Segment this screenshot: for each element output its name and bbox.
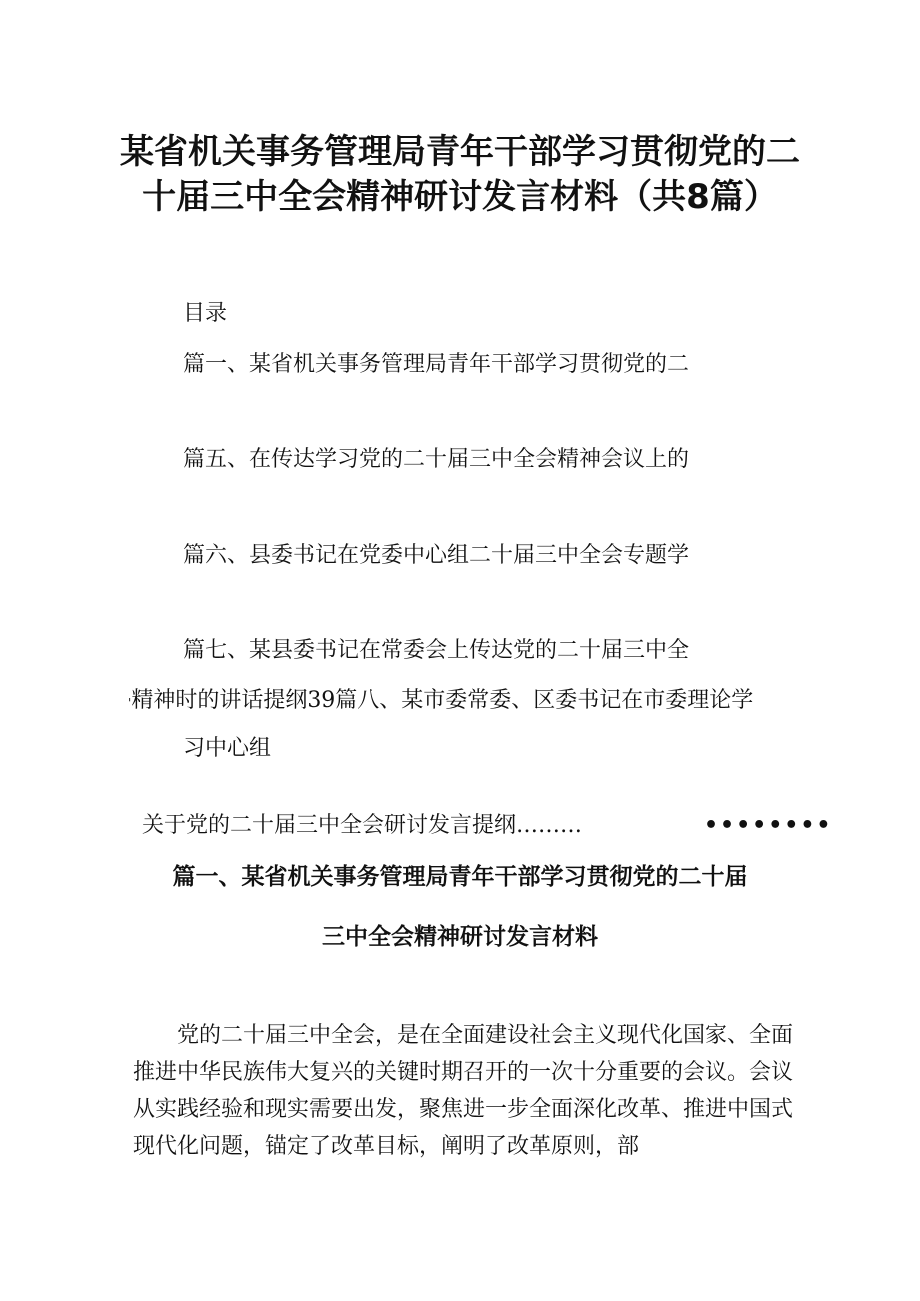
toc-item[interactable]: 篇五、在传达学习党的二十届三中全会精神会议上的 <box>183 447 690 472</box>
document-title: 某省机关事务管理局青年干部学习贯彻党的二十届三中全会精神研讨发言材料（共8篇） <box>120 132 800 217</box>
toc-item[interactable]: 篇七、某县委书记在常委会上传达党的二十届三中全 <box>183 638 690 663</box>
toc-appendix-item[interactable]: 关于党的二十届三中全会研讨发言提纲……… <box>142 813 583 838</box>
toc-heading: 目录 <box>183 301 228 326</box>
bullet-mark: ' <box>128 696 132 710</box>
toc-item[interactable]: 篇一、某省机关事务管理局青年干部学习贯彻党的二 <box>183 352 690 377</box>
section-title-continuation: 三中全会精神研讨发言材料 <box>322 924 598 950</box>
toc-item-text: 精神时的讲话提纲39篇八、某市委常委、区委书记在市委理论学 <box>131 688 754 713</box>
dot-leader: •••••••• <box>704 813 833 838</box>
toc-item-continuation: 习中心组 <box>183 736 272 761</box>
toc-item[interactable] <box>128 686 753 718</box>
section-title: 篇一、某省机关事务管理局青年干部学习贯彻党的二十届 <box>172 864 748 890</box>
body-paragraph: 党的二十届三中全会，是在全面建设社会主义现代化国家、全面推进中华民族伟大复兴的关键时期召开的一次十分重要的会议。会议从实践经验和现实需要出发，聚焦进一步全面深化改革、推进中国式现代化问题，锚定了改革目标，阐明了改革原则，部 <box>133 1023 794 1159</box>
toc-item[interactable]: 篇六、县委书记在党委中心组二十届三中全会专题学 <box>183 543 690 568</box>
